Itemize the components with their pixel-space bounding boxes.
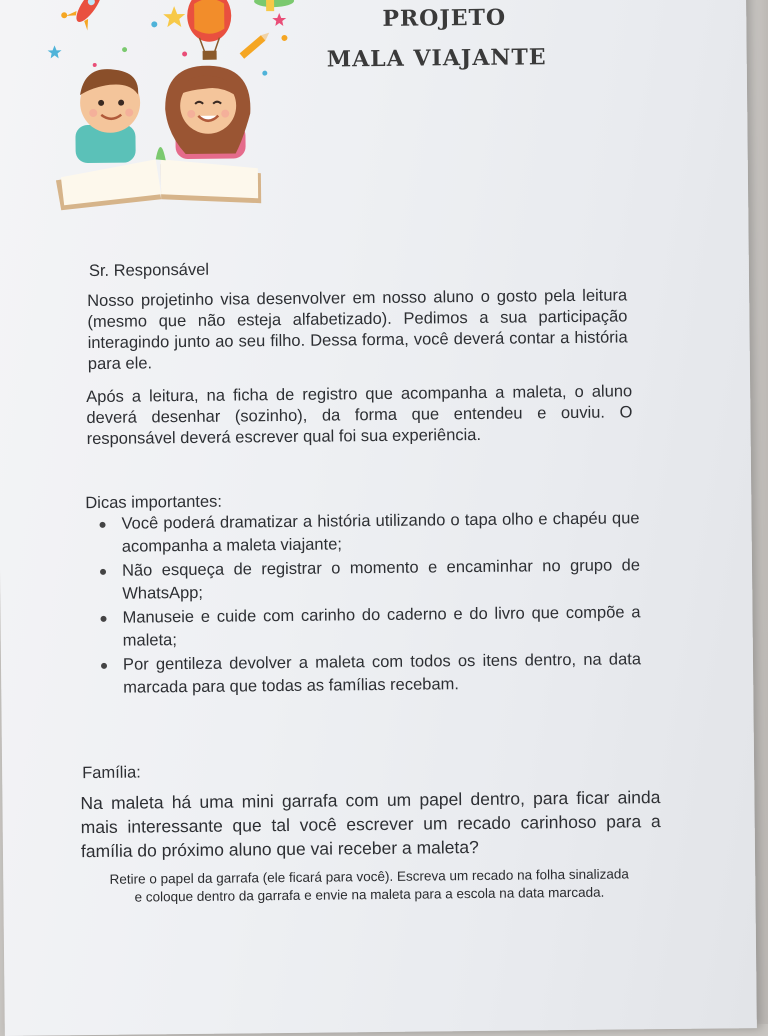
list-item [101,648,641,699]
family-paragraph: Na maleta há uma mini garrafa com um papel dentro, para ficar ainda mais interessante que tal você escrever um recado carinhoso para a família do próximo aluno que vai receber a maleta? [80,787,661,862]
girl-figure [165,65,251,159]
family-note-line-2: e coloque dentro da garrafa e envie na maleta para a escola na data marcada. [134,884,605,905]
hot-air-balloon-icon [187,0,232,60]
title-line-1: PROJETO [382,4,507,32]
airplane-icon [254,0,294,11]
pencil-icon [240,30,272,59]
intro-paragraph: Nosso projetinho visa desenvolver em nosso aluno o gosto pela leitura (mesmo que não esteja alfabetizado). Pedimos a sua participação interagindo junto ao seu filho. Dessa forma, você deverá contar a história para ele. [87,286,628,374]
title-line-2: MALA VIAJANTE [326,44,547,73]
boy-figure [75,69,141,163]
list-item [99,507,639,558]
bullet-icon [100,522,106,528]
tips-list [99,507,641,701]
family-note-line-1: Retire o papel da garrafa (ele ficará para você). Escreva um recado na folha sinalizada [109,866,629,887]
list-item [100,601,640,652]
tip-text: Manuseie e cuide com carinho do caderno e do livro que compõe a maleta; [122,603,641,650]
kids-reading-illustration [34,0,316,216]
tip-text: Não esqueça de registrar o momento e encaminhar no grupo de WhatsApp; [121,556,641,603]
rocket-icon [66,0,111,31]
greeting: Sr. Responsável [88,260,210,281]
bullet-icon [100,569,106,575]
instructions-paragraph: Após a leitura, na ficha de registro que acompanha a maleta, o aluno deverá desenhar (sozinho), da forma que entendeu e ouviu. O responsável deverá escrever qual foi sua experiência. [86,382,633,449]
family-heading: Família: [82,763,141,783]
tips-heading: Dicas importantes: [85,492,223,513]
list-item [100,554,640,605]
tip-text: Por gentileza devolver a maleta com todos os itens dentro, na data marcada para que todas as famílias recebam. [122,650,642,697]
bullet-icon [101,663,107,669]
bullet-icon [100,616,106,622]
tip-text: Você poderá dramatizar a história utilizando o tapa olho e chapéu que acompanha a maleta viajante; [121,509,640,556]
